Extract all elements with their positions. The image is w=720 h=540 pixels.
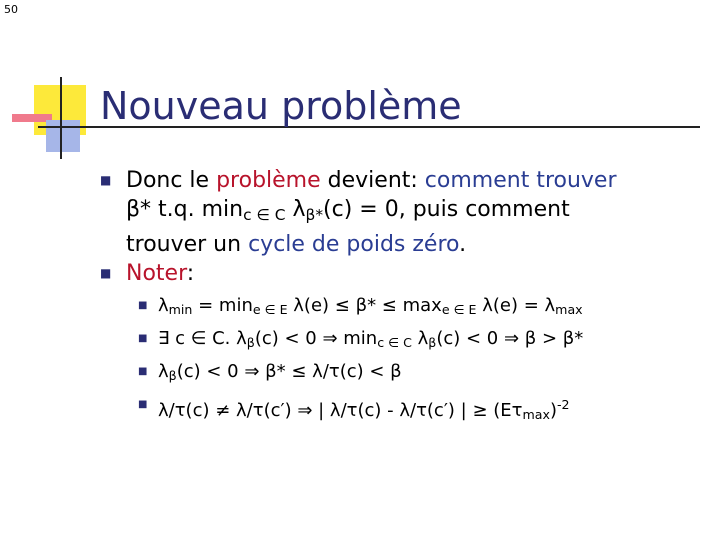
text: λ/τ(c) ≠ λ/τ(c′) ⇒ | λ/τ(c) - λ/τ(c′) | ≥ (Eτ <box>158 400 523 422</box>
subscript: e ∈ E <box>252 301 288 317</box>
bullet-item <box>0 166 720 259</box>
subscript: β <box>168 368 177 384</box>
bullet-square-icon <box>138 293 147 319</box>
text: = min <box>192 294 253 316</box>
text: λ <box>158 294 169 316</box>
highlight-comment-trouver: comment trouver <box>424 168 617 193</box>
text: (c) < 0 ⇒ β > β* <box>436 327 584 349</box>
text: λ(e) = λ <box>476 294 556 316</box>
subscript: β* <box>305 205 324 224</box>
subscript: max <box>522 407 550 423</box>
subscript: e ∈ E <box>441 301 477 317</box>
text: λ(e) ≤ β* ≤ max <box>287 294 442 316</box>
bullet-item <box>0 259 720 288</box>
text: ∃ c ∈ C. λ <box>158 327 247 349</box>
text: (c) < 0 ⇒ β* ≤ λ/τ(c) < β <box>176 361 402 383</box>
slide-content <box>0 166 720 428</box>
slide-title: Nouveau problème <box>100 84 462 128</box>
subscript: β <box>246 335 255 351</box>
sub-bullet-item <box>0 392 720 428</box>
text: λ <box>411 327 429 349</box>
slide-number: 50 <box>4 3 18 16</box>
text: Donc le <box>126 168 217 193</box>
bullet-square-icon <box>100 259 111 288</box>
sub-bullet-item <box>0 326 720 356</box>
subscript: c ∈ C <box>243 205 286 224</box>
bullet-square-icon <box>138 392 147 418</box>
bullet-square-icon <box>138 359 147 385</box>
sub-bullet-item <box>0 293 720 323</box>
highlight-cycle: cycle de poids zéro <box>248 231 460 257</box>
text: ) <box>549 400 557 422</box>
bullet-square-icon <box>100 166 111 195</box>
text: : <box>186 260 195 286</box>
bullet-square-icon <box>138 326 147 352</box>
text: (c) = 0, puis comment <box>323 197 570 222</box>
highlight-probleme: problème <box>216 168 321 193</box>
decor-blue-square <box>46 120 80 152</box>
text: trouver un <box>126 231 249 257</box>
sub-bullet-item <box>0 359 720 389</box>
superscript: -2 <box>556 397 570 413</box>
subscript: β <box>428 335 437 351</box>
subscript: max <box>555 301 583 317</box>
text: (c) < 0 ⇒ min <box>254 327 378 349</box>
text: β* t.q. min <box>126 197 244 222</box>
text: λ <box>285 197 306 222</box>
sub-list <box>0 293 720 428</box>
text: λ <box>158 361 169 383</box>
text: . <box>459 231 467 257</box>
text: devient: <box>320 168 425 193</box>
subscript: c ∈ C <box>377 335 412 351</box>
subscript: min <box>168 301 193 317</box>
decor-vertical-line <box>60 77 62 159</box>
highlight-noter: Noter <box>126 260 187 286</box>
